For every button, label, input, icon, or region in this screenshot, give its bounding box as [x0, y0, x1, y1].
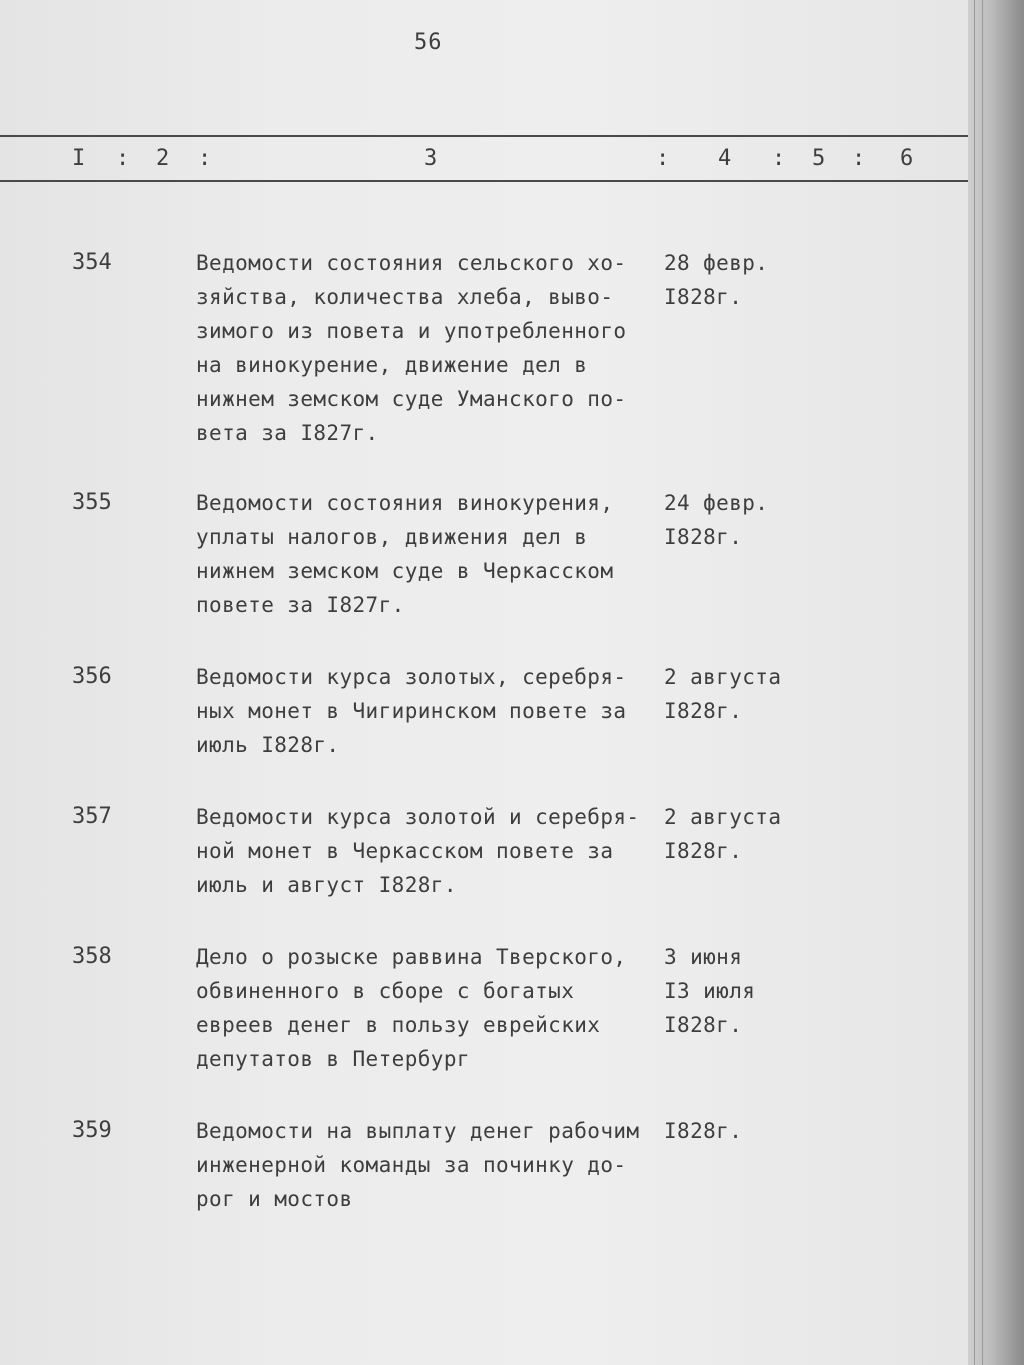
description-line: обвиненного в сборе с богатых [196, 979, 575, 1003]
description-line: Ведомости состояния винокурения, [196, 491, 614, 515]
column-separator: : [198, 146, 212, 171]
description-line: зимого из повета и употребленного [196, 319, 627, 343]
entry-date [664, 940, 814, 1042]
column-header-2: 2 [156, 146, 170, 171]
date-line: 3 июня [664, 945, 743, 969]
description-line: Ведомости на выплату денег рабочим [196, 1119, 640, 1143]
description-line: рог и мостов [196, 1187, 353, 1211]
page-stack-edge [968, 0, 1024, 1365]
entry-description [196, 486, 666, 622]
entry-date [664, 486, 814, 554]
entry-description [196, 1114, 666, 1216]
date-line: 24 февр. [664, 491, 769, 515]
entry-number: 355 [72, 490, 112, 515]
header-top-rule [0, 135, 968, 137]
entry-description [196, 246, 666, 450]
description-line: Ведомости состояния сельского хо- [196, 251, 627, 275]
column-header-1: I [72, 146, 86, 171]
column-separator: : [852, 146, 866, 171]
entry-number: 356 [72, 664, 112, 689]
column-header-6: 6 [900, 146, 914, 171]
date-line: I3 июля [664, 979, 756, 1003]
description-line: зяйства, количества хлеба, выво- [196, 285, 614, 309]
description-line: ных монет в Чигиринском повете за [196, 699, 627, 723]
description-line: Ведомости курса золотой и серебря- [196, 805, 640, 829]
date-line: I828г. [664, 525, 743, 549]
entry-date [664, 246, 814, 314]
description-line: Ведомости курса золотых, серебря- [196, 665, 627, 689]
column-header-5: 5 [812, 146, 826, 171]
description-line: июль I828г. [196, 733, 340, 757]
page-edge-line [982, 0, 983, 1365]
description-line: Дело о розыске раввина Тверского, [196, 945, 627, 969]
entry-date [664, 800, 814, 868]
header-bottom-rule [0, 180, 968, 182]
entry-number: 359 [72, 1118, 112, 1143]
date-line: I828г. [664, 839, 743, 863]
column-separator: : [656, 146, 670, 171]
description-line: вета за I827г. [196, 421, 379, 445]
column-separator: : [772, 146, 786, 171]
date-line: I828г. [664, 1013, 743, 1037]
entry-number: 358 [72, 944, 112, 969]
description-line: ной монет в Черкасском повете за [196, 839, 614, 863]
description-line: инженерной команды за починку до- [196, 1153, 627, 1177]
column-header-4: 4 [718, 146, 732, 171]
page-number: 56 [414, 30, 443, 55]
date-line: I828г. [664, 285, 743, 309]
entry-description [196, 800, 666, 902]
date-line: 2 августа [664, 805, 782, 829]
description-line: нижнем земском суде Уманского по- [196, 387, 627, 411]
date-line: 28 февр. [664, 251, 769, 275]
date-line: I828г. [664, 1119, 743, 1143]
entry-number: 357 [72, 804, 112, 829]
column-header-3: 3 [424, 146, 438, 171]
description-line: на винокурение, движение дел в [196, 353, 588, 377]
description-line: июль и август I828г. [196, 873, 457, 897]
column-separator: : [116, 146, 130, 171]
entry-number: 354 [72, 250, 112, 275]
entry-description [196, 660, 666, 762]
date-line: I828г. [664, 699, 743, 723]
date-line: 2 августа [664, 665, 782, 689]
description-line: депутатов в Петербург [196, 1047, 470, 1071]
description-line: повете за I827г. [196, 593, 405, 617]
description-line: уплаты налогов, движения дел в [196, 525, 588, 549]
description-line: евреев денег в пользу еврейских [196, 1013, 601, 1037]
entry-date [664, 1114, 814, 1148]
description-line: нижнем земском суде в Черкасском [196, 559, 614, 583]
entry-date [664, 660, 814, 728]
entry-description [196, 940, 666, 1076]
page-edge-line [974, 0, 975, 1365]
